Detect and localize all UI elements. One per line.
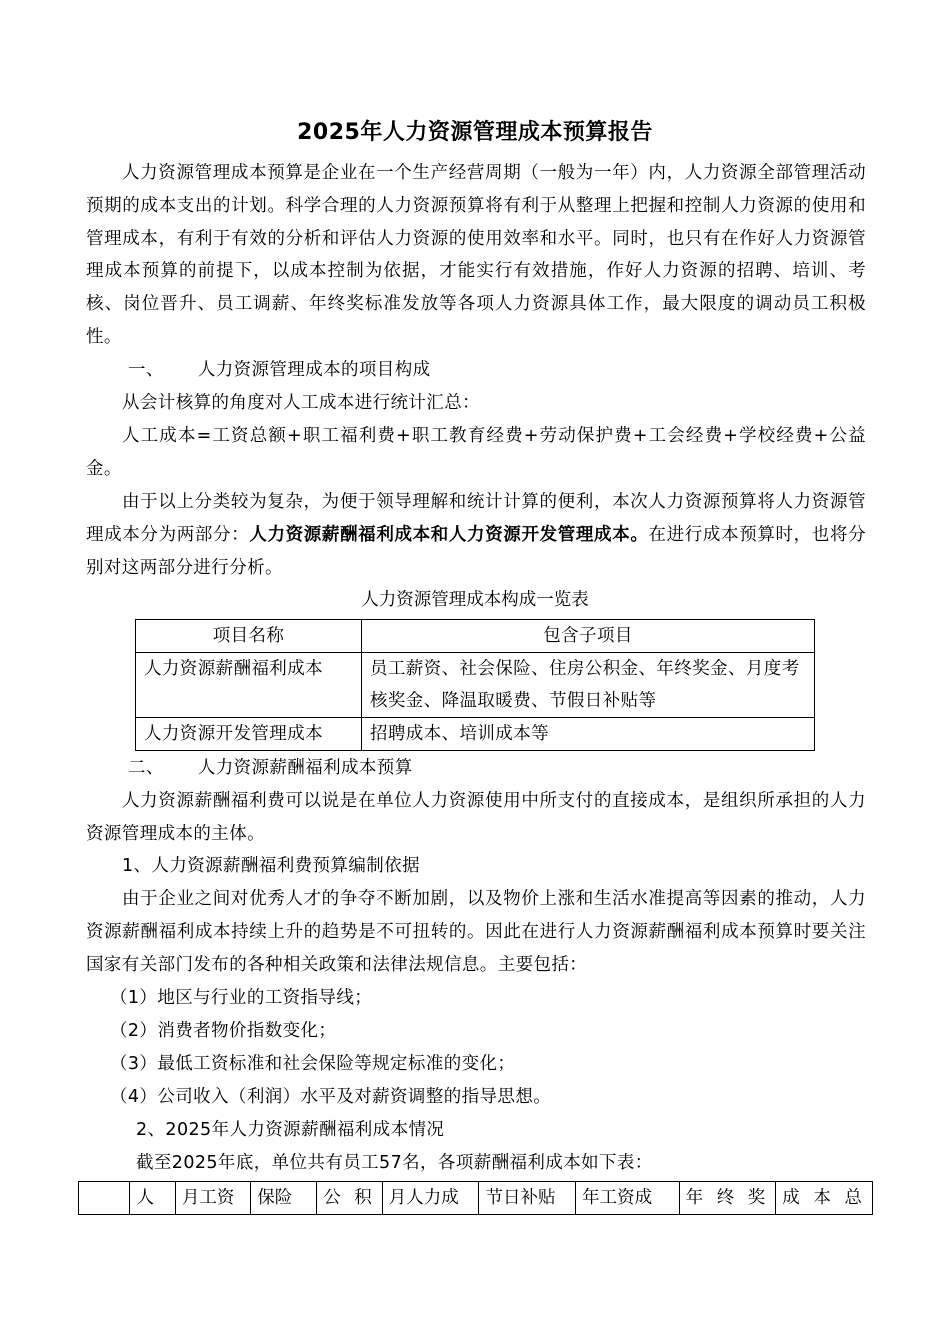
table-row — [136, 653, 815, 718]
section-2-number: 二、 — [128, 758, 164, 778]
table-header-cell: 保险 — [251, 1182, 317, 1215]
table-header-cell: 包含子项目 — [362, 620, 815, 653]
split-paragraph-text: 由于以上分类较为复杂，为便于领导理解和统计计算的便利，本次人力资源预算将人力资源管理成本分为两部分： — [86, 492, 866, 545]
split-paragraph-tail: 在进行成本预算时，也将分别对这两部分进行分析。 — [86, 524, 866, 578]
section-2-heading — [128, 752, 413, 785]
section-2-title: 人力资源薪酬福利成本预算 — [197, 758, 413, 778]
table-header-row — [79, 1182, 873, 1215]
table-header-cell: 年工资成 — [576, 1182, 680, 1215]
section-1-number: 一、 — [128, 360, 164, 380]
cost-composition-table — [135, 619, 815, 751]
table-header-cell: 月人力成 — [382, 1182, 479, 1215]
table-header-cell: 项目名称 — [136, 620, 362, 653]
table-cell: 招聘成本、培训成本等 — [362, 718, 815, 751]
section-2-paragraph: 人力资源薪酬福利费可以说是在单位人力资源使用中所支付的直接成本，是组织所承担的人力资源管理成本的主体。 — [86, 791, 866, 844]
table-header-cell — [79, 1182, 130, 1215]
table-header-cell: 年 终 奖 — [679, 1182, 776, 1215]
table-header-cell: 节日补贴 — [479, 1182, 576, 1215]
section-1-heading — [128, 354, 431, 387]
subsection-1-heading: 1、人力资源薪酬福利费预算编制依据 — [122, 856, 420, 876]
table-cell: 人力资源开发管理成本 — [136, 718, 362, 751]
salary-cost-table — [78, 1181, 873, 1215]
intro-paragraph: 人力资源管理成本预算是企业在一个生产经营周期（一般为一年）内，人力资源全部管理活动预期的成本支出的计划。科学合理的人力资源预算将有利于从整理上把握和控制人力资源的使用和管理成本，有利于有效的分析和评估人力资源的使用效率和水平。同时，也只有在作好人力资源管理成本预算的前提下，以成本控制为依据，才能实行有效措施，作好人力资源的招聘、培训、考核、岗位晋升、员工调薪、年终奖标准发放等各项人力资源具体工作，最大限度的调动员工积极性。 — [86, 163, 866, 347]
list-item: （4）公司收入（利润）水平及对薪资调整的指导思想。 — [110, 1087, 552, 1107]
table-header-cell: 月工资 — [175, 1182, 250, 1215]
list-item: （2）消费者物价指数变化； — [110, 1021, 337, 1041]
section-1-title: 人力资源管理成本的项目构成 — [197, 360, 431, 380]
list-item: （3）最低工资标准和社会保险等规定标准的变化； — [110, 1054, 516, 1074]
table-header-cell: 成 本 总 — [776, 1182, 873, 1215]
subsection-2-line: 截至2025年底，单位共有员工57名，各项薪酬福利成本如下表： — [136, 1153, 653, 1173]
subsection-2-heading: 2、2025年人力资源薪酬福利成本情况 — [136, 1120, 445, 1140]
table-header-cell: 人 — [130, 1182, 175, 1215]
table-header-cell: 公 积 — [317, 1182, 383, 1215]
split-paragraph — [86, 486, 866, 584]
table-cell: 员工薪资、社会保险、住房公积金、年终奖金、月度考核奖金、降温取暖费、节假日补贴等 — [362, 653, 815, 718]
accounting-line: 从会计核算的角度对人工成本进行统计汇总： — [122, 393, 480, 413]
cost-formula: 人工成本=工资总额+职工福利费+职工教育经费+劳动保护费+工会经费+学校经费+公益金。 — [86, 426, 866, 479]
subsection-1-paragraph: 由于企业之间对优秀人才的争夺不断加剧，以及物价上涨和生活水准提高等因素的推动，人力资源薪酬福利成本持续上升的趋势是不可扭转的。因此在进行人力资源薪酬福利成本预算时要关注国家有关部门发布的各种相关政策和法律法规信息。主要包括： — [86, 889, 866, 975]
list-item: （1）地区与行业的工资指导线； — [110, 988, 373, 1008]
document-title: 2025年人力资源管理成本预算报告 — [297, 120, 653, 145]
table-cell: 人力资源薪酬福利成本 — [136, 653, 362, 718]
split-paragraph-bold: 人力资源薪酬福利成本和人力资源开发管理成本。 — [249, 524, 649, 545]
table-header-row — [136, 620, 815, 653]
table1-caption: 人力资源管理成本构成一览表 — [361, 590, 589, 610]
table-row — [136, 718, 815, 751]
